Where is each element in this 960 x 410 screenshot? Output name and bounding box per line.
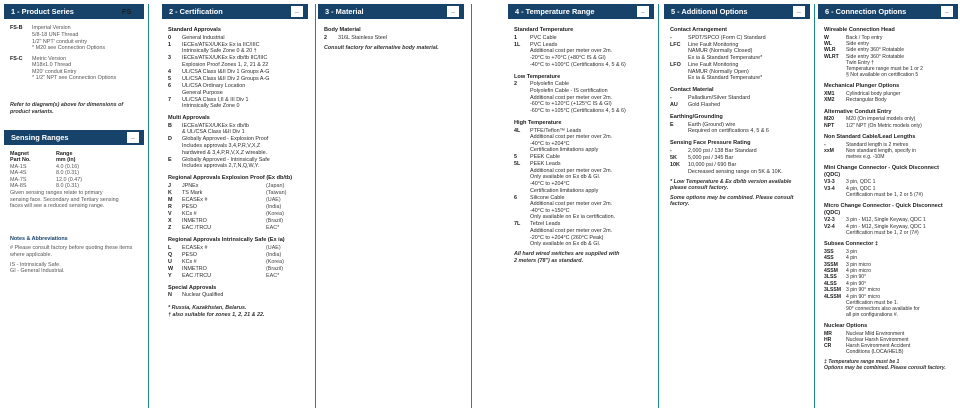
option-row — [824, 148, 952, 160]
dash-icon: _ — [447, 6, 459, 17]
approval-country: (Korea) — [266, 258, 284, 265]
column-temperature — [508, 4, 654, 408]
option-description: PTFE/Teflon™ Leads Additional cost per meter over 2m. -40°C to +204°C Certification limitations apply — [530, 127, 613, 154]
option-code: 3 — [168, 55, 171, 62]
column-material — [318, 4, 464, 408]
approval-country: EAC* — [266, 224, 280, 231]
option-description: Standard length is 2 metres — [846, 141, 909, 148]
option-row — [824, 54, 952, 78]
approval-code: K — [168, 190, 172, 197]
approval-name: PESO — [182, 203, 197, 210]
section-heading: Mechanical Plunger Options — [824, 83, 900, 90]
option-code: LFO — [670, 61, 681, 68]
approval-code: M — [168, 197, 173, 203]
option-row — [168, 123, 302, 136]
option-row — [824, 47, 952, 53]
option-description: Nuclear Harsh Environment — [846, 336, 909, 343]
option-description: 3 pin micro — [846, 261, 871, 268]
option-code: 1 — [168, 41, 171, 48]
option-description: Silicone Cable Additional cost per meter over 2m. -40°C to +150°C Only available on Ex ia certification. — [530, 194, 616, 221]
section-heading: Alternative Conduit Entry — [824, 108, 892, 115]
option-row — [824, 249, 952, 255]
option-description: UL/CSA Ordinary Location General Purpose — [182, 82, 246, 96]
approval-code: R — [168, 203, 172, 210]
options-note-low-temp: * Low Temperature & Ex db/tb version available please consult factory. — [670, 178, 792, 192]
option-description: Cylindrical body plunger — [846, 90, 901, 97]
column-product-series — [4, 4, 144, 408]
option-row — [824, 268, 952, 274]
option-row — [670, 42, 804, 62]
approval-name: INMETRO — [182, 217, 207, 224]
column-divider — [814, 4, 815, 408]
approval-name: ECASEx # — [182, 244, 208, 251]
regional-approval-row — [168, 190, 302, 197]
option-code: WLRT — [824, 53, 839, 60]
product-series-title: 1 - Product Series — [11, 7, 74, 16]
option-row — [824, 337, 952, 343]
option-description: Line Fault Monitoring NAMUR (Normally Closed) Ex ia & Standard Temperature* — [688, 41, 763, 61]
section-heading: Standard Temperature — [514, 27, 574, 33]
option-row — [824, 123, 952, 129]
option-code: 3SSM — [824, 261, 838, 268]
approval-name: KCs # — [182, 258, 197, 265]
option-code: V3-4 — [824, 185, 835, 192]
option-code: 6 — [514, 194, 517, 201]
option-description: 4 pin - M12, Single Keyway, QDC 1 Certification must be 1, 2 or (7#) — [846, 223, 926, 236]
sensing-note: Given sensing ranges relate to primary sensing face. Secondary and Tertiary sensing faces will see a reduced sensing range. — [10, 190, 119, 210]
regional-approval-row — [168, 259, 302, 266]
option-row — [824, 186, 952, 198]
option-description: 4 pin micro — [846, 267, 871, 274]
option-row — [824, 116, 952, 122]
approval-name: PESO — [182, 251, 197, 258]
option-code: V3-3 — [824, 179, 835, 186]
regional-approval-row — [168, 252, 302, 259]
option-code: 7L — [514, 221, 521, 228]
notes-consult: # Please consult factory before quoting these items where applicable. — [10, 245, 133, 259]
temperature-header: 4 - Temperature Range _ — [508, 4, 654, 19]
option-description: 4 pin 90° micro Certification must be 1. 90° connectors also available for all pin configurations #. — [846, 293, 920, 318]
option-description: 1/2" NPT (On Metric models only) — [846, 122, 922, 129]
option-row — [514, 128, 648, 154]
section-heading: Regional Approvals Explosion Proof (Ex db/tb) — [168, 175, 293, 182]
certification-footnote: * Russia, Kazakhstan, Belarus. † also suitable for zones 1, 2, 21 & 22. — [168, 305, 265, 319]
option-code: MR — [824, 330, 832, 337]
temperature-note: All hard wired switches are supplied with 2 meters (78") as standard. — [514, 251, 620, 264]
option-code: 4LSS — [824, 280, 837, 287]
approval-country: (Brazil) — [266, 265, 284, 272]
option-description: UL/CSA Class I&II Div 1 Groups A-G — [182, 68, 270, 75]
option-code: 4SS — [824, 255, 834, 262]
option-code: XM1 — [824, 90, 835, 97]
option-row — [824, 343, 952, 355]
material-header: 3 - Material _ — [318, 4, 464, 19]
option-code: CR — [824, 343, 832, 350]
regional-approval-row — [168, 183, 302, 190]
section-heading: Sensing Face Pressure Rating — [670, 140, 751, 147]
option-row — [670, 102, 804, 109]
regional-approval-row — [168, 225, 302, 232]
option-description: Nuclear Mild Environment — [846, 330, 905, 337]
option-description: Polyolefin Cable Polyolefin Cable - IS certification Additional cost per meter over 2m. -60°C to +120°C (+125°C IS & GI) -60°C to +105°C (Certifications 4, 5 & 6) — [530, 81, 626, 114]
approval-name: EAC /TRCU — [182, 224, 212, 231]
option-code: 3SS — [824, 248, 834, 255]
option-code: 5 — [514, 154, 517, 161]
approval-code: Y — [168, 272, 172, 279]
option-description: Nuclear Qualified — [182, 292, 224, 299]
column-divider — [315, 4, 316, 408]
option-row — [168, 69, 302, 76]
option-row — [168, 55, 302, 68]
option-description: IECEx/ATEX/UKEx Ex ia IIC/IIIC Intrinsically Safe Zone 0 & 20 † — [182, 41, 260, 55]
option-row — [514, 195, 648, 221]
approval-name: INMETRO — [182, 265, 207, 272]
dash-icon: _ — [793, 6, 805, 17]
approval-code: L — [168, 244, 172, 251]
option-row — [824, 217, 952, 223]
section-heading: Earthing/Grounding — [670, 113, 723, 120]
option-row — [514, 81, 648, 114]
option-code: - — [670, 34, 672, 41]
option-row — [824, 255, 952, 261]
options-note-combined: Some options may be combined. Please consult factory. — [670, 194, 794, 208]
option-code: WL — [824, 40, 832, 47]
option-row — [168, 83, 302, 96]
option-code: HR — [824, 336, 832, 343]
option-row — [670, 95, 804, 102]
option-description: 4 pin, QDC 1 Certification must be 1, 2 or 5 (7#) — [846, 185, 924, 198]
option-row — [168, 157, 302, 170]
option-description: 3 pin — [846, 248, 858, 255]
option-description: Line Fault Monitoring NAMUR (Normally Open) Ex ia & Standard Temperature* — [688, 61, 763, 82]
option-row — [670, 35, 804, 42]
option-description: SPDT/SPCO (Form C) Standard — [688, 34, 766, 41]
option-code: LFC — [670, 41, 681, 48]
option-row — [168, 76, 302, 83]
option-description: UL/CSA Class I&II Div 2 Groups A-G — [182, 75, 270, 82]
approval-code: V — [168, 210, 172, 217]
approval-name: EAC /TRCU — [182, 272, 212, 279]
option-description: Earth (Ground) wire Required on certifications 4, 5 & 6 — [688, 121, 769, 135]
option-row — [824, 97, 952, 103]
option-code: W — [824, 34, 829, 41]
option-row — [168, 136, 302, 156]
option-row — [824, 41, 952, 47]
option-row — [168, 35, 302, 42]
option-code: xxM — [824, 147, 834, 154]
option-code: 3LSSM — [824, 287, 841, 294]
option-description: UL/CSA Class I,II & III Div 1 Intrinsically Safe Zone 0 — [182, 96, 249, 110]
option-code: AU — [670, 101, 678, 108]
regional-approval-row — [168, 211, 302, 218]
approval-country: (Taiwan) — [266, 190, 287, 197]
option-code: E — [168, 156, 172, 163]
option-row — [824, 224, 952, 236]
option-description: Side entry 360° Rotatable Twin Entry † Temperature range must be 1 or 2 § Not available on certification 5 — [846, 53, 924, 78]
sensing-ranges-header: Sensing Ranges _ — [4, 130, 144, 145]
option-row — [824, 179, 952, 185]
approval-name: KCs # — [182, 210, 197, 217]
option-row — [514, 154, 648, 161]
section-heading: Multi Approvals — [168, 115, 210, 122]
option-code: 5L — [514, 161, 521, 168]
section-heading: Nuclear Options — [824, 322, 868, 329]
approval-code: Q — [168, 251, 173, 258]
option-code: 4L — [514, 127, 521, 134]
approval-country: (India) — [266, 251, 282, 258]
notes-abbreviations: IS - Intrinsically Safe. GI - General Industrial. — [10, 261, 65, 275]
regional-approval-row — [168, 218, 302, 225]
option-row — [168, 292, 302, 299]
section-heading: Subsea Connector ‡ — [824, 241, 879, 248]
dash-icon: _ — [637, 6, 649, 17]
section-heading: Regional Approvals Intrinsically Safe (Ex ia) — [168, 236, 285, 243]
product-series-header — [4, 4, 144, 19]
option-description: PVC Cable — [530, 34, 557, 41]
option-description: M20 (On imperial models only) — [846, 116, 916, 123]
option-code: 3LSS — [824, 274, 837, 281]
option-description: Non standard length, specify in metres e.g. -10M — [846, 147, 916, 160]
option-code: XM2 — [824, 97, 835, 104]
section-heading: Micro Change Connector - Quick Disconnect (QDC) — [824, 203, 943, 216]
option-row — [824, 294, 952, 318]
option-description: Rectangular Body — [846, 97, 887, 104]
option-row — [824, 35, 952, 41]
certification-header: 2 - Certification _ — [162, 4, 308, 19]
section-heading: Contact Arrangement — [670, 27, 727, 33]
option-description: PEEK Leads Additional cost per meter over 2m. Only available on Ex db & GI. -40°C to +204°C Certification limitations apply — [530, 161, 613, 194]
option-description: 2,000 psi / 138 Bar Standard — [688, 148, 757, 155]
option-description: Side entry — [846, 40, 869, 47]
column-certification — [162, 4, 308, 408]
regional-approval-row — [168, 197, 302, 204]
option-row — [824, 262, 952, 268]
option-description: 3 pin, QDC 1 — [846, 179, 876, 186]
column-additional-options — [664, 4, 810, 408]
section-heading: Special Approvals — [168, 284, 217, 291]
diagram-note: Refer to diagram(s) above for dimensions of product variants. — [10, 102, 124, 115]
column-divider — [658, 4, 659, 408]
option-code: N — [168, 292, 172, 299]
magnet-row: MA-8S 8.0 (0.31) — [10, 183, 80, 190]
approval-code: U — [168, 258, 172, 265]
section-heading: Contact Material — [670, 87, 714, 94]
option-description: 5,000 psi / 345 Bar — [688, 155, 734, 162]
approval-country: (UAE) — [266, 197, 281, 203]
material-note: Consult factory for alternative body material. — [324, 44, 439, 51]
dash-icon: _ — [127, 132, 139, 143]
product-series-code: FS — [122, 7, 132, 16]
magnet-row: MA-7S 12.0 (0.47) — [10, 176, 83, 183]
option-code: B — [168, 122, 172, 129]
option-description: Harsh Environment Accident Conditions (LOCA/HELB) — [846, 343, 911, 356]
option-row — [168, 42, 302, 55]
option-code: 4SSM — [824, 267, 838, 274]
body-material-heading: Body Material — [324, 27, 361, 33]
option-description: 4 pin — [846, 255, 858, 262]
connection-note: ‡ Temperature range must be 1 Options may be combined. Please consult factory. — [824, 358, 946, 371]
series-row: FS-B Imperial Version 5/8-18 UNF Thread 1/2" NPT' conduit entry * M20 see Connection Options — [10, 25, 106, 52]
section-heading: Non Standard Cable/Lead Lengths — [824, 133, 916, 140]
approval-name: TS Mark — [182, 190, 203, 197]
option-row — [514, 221, 648, 247]
option-code: V2-3 — [824, 217, 835, 224]
option-row — [514, 35, 648, 42]
section-heading: Wireable Connection Head — [824, 27, 895, 33]
option-description: IECEx/ATEX/UKEx Ex db/tb IIC/IIIC Explosion Proof Zones 1, 2, 21 & 22 — [182, 55, 269, 68]
approval-country: (UAE) — [266, 244, 281, 251]
option-description: IECEx/ATEX/UKEx Ex db/tb & UL/CSA Class I&II Div 1 — [182, 122, 250, 136]
additional-options-header: 5 - Additional Options _ — [664, 4, 810, 19]
option-description: 3 pin - M12, Single Keyway, QDC 1 — [846, 217, 926, 224]
option-code: NPT — [824, 122, 835, 129]
option-row — [824, 274, 952, 280]
notes-title: Notes & Abbreviations — [10, 235, 68, 242]
option-code: - — [824, 141, 826, 148]
option-description: Back / Top entry — [846, 34, 883, 41]
option-description: 3 pin 90° — [846, 274, 867, 281]
regional-approval-row — [168, 266, 302, 273]
approval-name: ECASEx # — [182, 197, 208, 203]
option-row — [670, 122, 804, 135]
regional-approval-row — [168, 245, 302, 252]
option-code: 4 — [168, 68, 171, 75]
column-divider — [471, 4, 472, 408]
approval-country: (Japan) — [266, 183, 285, 190]
option-code: 6 — [168, 82, 171, 89]
option-description: PVC Leads Additional cost per meter over 2m. -20°C to +70°C (+80°C IS & GI) -40°C to +100°C (Certifications 4, 5 & 6) — [530, 41, 626, 68]
regional-approval-row — [168, 204, 302, 211]
magnet-row: MA-1S 4.0 (0.16) — [10, 163, 80, 170]
approval-code: W — [168, 265, 174, 272]
option-code: 2 — [514, 81, 517, 88]
material-row: 2 316L Stainless Steel — [324, 34, 387, 41]
magnet-row: MA-4S 8.0 (0.31) — [10, 170, 80, 177]
column-divider — [148, 4, 149, 408]
connection-options-header: 6 - Connection Options _ — [818, 4, 958, 19]
option-code: - — [670, 148, 672, 155]
option-description: Palladium/Silver Standard — [688, 94, 751, 101]
option-description: Globally Approved - Intrinsically Safe Includes approvals 2,7,N,Q,W,Y. — [182, 156, 270, 170]
magnet-table-header: Magnet Part No. Range mm (in) — [10, 150, 76, 164]
option-code: 0 — [168, 34, 171, 41]
option-row — [168, 97, 302, 110]
section-heading: Mini Change Connector - Quick Disconnect (QDC) — [824, 165, 939, 178]
approval-name: JPNEx — [182, 183, 199, 190]
option-code: WLR — [824, 47, 836, 54]
option-description: PEEK Cable — [530, 154, 560, 161]
section-heading: Standard Approvals — [168, 27, 221, 33]
option-code: 5K — [670, 155, 677, 162]
option-code: 4LSSM — [824, 293, 841, 300]
option-code: 1L — [514, 41, 521, 48]
option-description: 10,000 psi / 690 Bar Decreased sensing range on 5K & 10K. — [688, 162, 783, 175]
regional-approval-row — [168, 273, 302, 280]
option-row — [670, 162, 804, 175]
approval-code: X — [168, 217, 172, 224]
option-description: Globally Approved - Explosion Proof Includes approvals 3,4,P,R,V,X,Z hardwired & 3,4,P,R,V,X,Z wireable. — [182, 136, 269, 156]
option-row — [824, 281, 952, 287]
option-row — [824, 331, 952, 337]
approval-code: J — [168, 183, 171, 190]
section-heading: Low Temperature — [514, 73, 561, 80]
approval-country: EAC* — [266, 272, 280, 279]
dash-icon: _ — [291, 6, 303, 17]
option-code: V2-4 — [824, 223, 835, 230]
option-row — [824, 287, 952, 293]
option-description: Side entry 360° Rotatable — [846, 47, 905, 54]
option-code: 1 — [514, 34, 517, 41]
option-description: Gold Flashed — [688, 101, 721, 108]
approval-country: (India) — [266, 203, 282, 210]
approval-country: (Korea) — [266, 210, 284, 217]
option-description: 4 pin 90° — [846, 280, 867, 287]
option-row — [670, 62, 804, 82]
option-row — [824, 91, 952, 97]
option-description: Tefzel Leads Additional cost per meter over 2m. -20°C to +204°C (260°C Peak) Only available on Ex db & GI. — [530, 221, 613, 248]
option-row — [514, 42, 648, 68]
option-code: D — [168, 136, 172, 143]
option-row — [670, 148, 804, 155]
option-description: General Industrial — [182, 34, 225, 41]
option-code: M20 — [824, 116, 834, 123]
option-code: 7 — [168, 96, 171, 103]
section-heading: High Temperature — [514, 119, 562, 126]
dash-icon: _ — [941, 6, 953, 17]
option-code: - — [670, 94, 672, 101]
approval-country: (Brazil) — [266, 217, 284, 224]
option-code: E — [670, 121, 674, 128]
option-code: 5 — [168, 75, 171, 82]
option-row — [670, 155, 804, 162]
approval-code: Z — [168, 224, 172, 231]
column-connection-options — [818, 4, 958, 408]
option-code: 10K — [670, 162, 680, 169]
series-row: FS-C Metric Version M18x1.0 Thread M20' conduit Entry * 1/2" NPT see Connection Options — [10, 55, 117, 82]
option-description: 3 pin 90° micro — [846, 287, 881, 294]
option-row — [514, 161, 648, 194]
option-row — [824, 142, 952, 148]
